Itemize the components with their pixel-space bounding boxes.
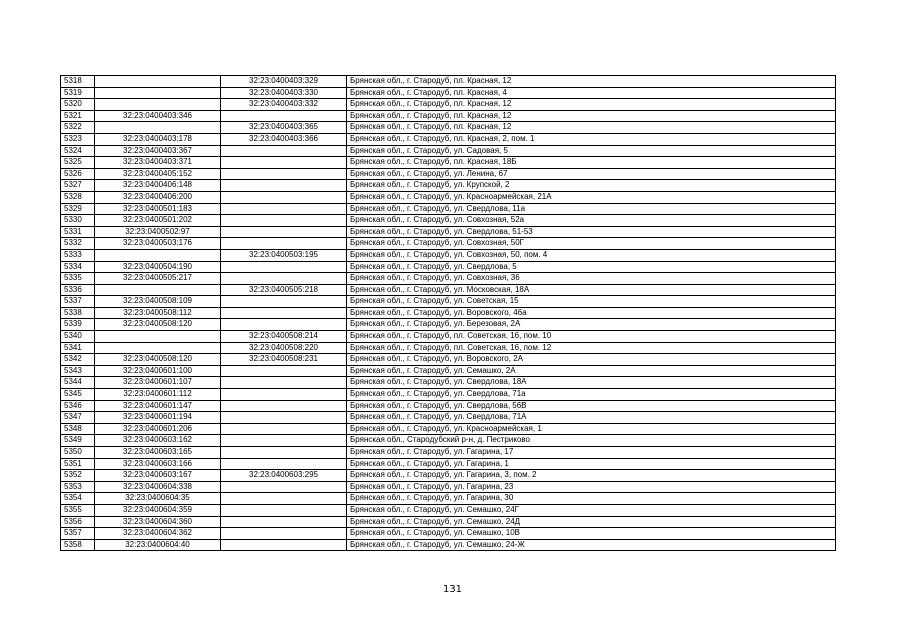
row-number-cell: 5355 [61, 504, 95, 516]
cadastral-number-cell: 32:23:0400503:176 [95, 238, 221, 250]
row-number-cell: 5357 [61, 528, 95, 540]
address-cell: Брянская обл., г. Стародуб, ул. Гагарина, 1 [347, 458, 836, 470]
row-number-cell: 5324 [61, 145, 95, 157]
row-number-cell: 5340 [61, 331, 95, 343]
address-cell: Брянская обл., г. Стародуб, ул. Красноармейская, 1 [347, 423, 836, 435]
row-number-cell: 5332 [61, 238, 95, 250]
row-number-cell: 5348 [61, 423, 95, 435]
address-cell: Брянская обл., г. Стародуб, ул. Семашко, 24Д [347, 516, 836, 528]
row-number-cell: 5323 [61, 133, 95, 145]
cadastral-number-2-cell [221, 377, 347, 389]
address-cell: Брянская обл., г. Стародуб, ул. Свердлова, 11а [347, 203, 836, 215]
cadastral-number-cell [95, 122, 221, 134]
cadastral-number-cell: 32:23:0400403:346 [95, 110, 221, 122]
row-number-cell: 5344 [61, 377, 95, 389]
row-number-cell: 5339 [61, 319, 95, 331]
row-number-cell: 5325 [61, 157, 95, 169]
cadastral-number-2-cell [221, 238, 347, 250]
row-number-cell: 5321 [61, 110, 95, 122]
address-cell: Брянская обл., г. Стародуб, ул. Совхозная, 36 [347, 273, 836, 285]
table-row [61, 122, 836, 134]
table-row [61, 365, 836, 377]
address-cell: Брянская обл., г. Стародуб, ул. Совхозная, 50Г [347, 238, 836, 250]
cadastral-number-cell: 32:23:0400406:200 [95, 191, 221, 203]
cadastral-number-2-cell [221, 180, 347, 192]
cadastral-number-2-cell [221, 145, 347, 157]
row-number-cell: 5333 [61, 249, 95, 261]
cadastral-number-cell: 32:23:0400505:217 [95, 273, 221, 285]
cadastral-number-cell: 32:23:0400604:35 [95, 493, 221, 505]
cadastral-number-cell: 32:23:0400603:166 [95, 458, 221, 470]
cadastral-number-2-cell: 32:23:0400403:366 [221, 133, 347, 145]
cadastral-number-cell: 32:23:0400601:194 [95, 412, 221, 424]
cadastral-number-cell: 32:23:0400604:360 [95, 516, 221, 528]
cadastral-number-cell: 32:23:0400508:109 [95, 296, 221, 308]
address-cell: Брянская обл., г. Стародуб, ул. Воровского, 2А [347, 354, 836, 366]
table-row [61, 261, 836, 273]
address-cell: Брянская обл., г. Стародуб, ул. Семашко, 24-Ж [347, 539, 836, 551]
table-row [61, 354, 836, 366]
cadastral-number-cell: 32:23:0400601:112 [95, 389, 221, 401]
address-cell: Брянская обл., г. Стародуб, ул. Совхозная, 52а [347, 215, 836, 227]
cadastral-number-2-cell [221, 319, 347, 331]
cadastral-number-2-cell: 32:23:0400603:295 [221, 470, 347, 482]
table-row [61, 516, 836, 528]
cadastral-number-cell [95, 331, 221, 343]
cadastral-number-cell: 32:23:0400406:148 [95, 180, 221, 192]
table-row [61, 493, 836, 505]
cadastral-number-2-cell [221, 203, 347, 215]
address-cell: Брянская обл., г. Стародуб, ул. Семашко, 10В [347, 528, 836, 540]
row-number-cell: 5318 [61, 76, 95, 88]
cadastral-number-cell: 32:23:0400502:97 [95, 226, 221, 238]
table-row [61, 249, 836, 261]
address-cell: Брянская обл., г. Стародуб, ул. Красноармейская, 21А [347, 191, 836, 203]
cadastral-number-2-cell [221, 110, 347, 122]
row-number-cell: 5341 [61, 342, 95, 354]
address-cell: Брянская обл., г. Стародуб, ул. Семашко, 2А [347, 365, 836, 377]
table-row [61, 133, 836, 145]
address-cell: Брянская обл., г. Стародуб, пл. Красная, 12 [347, 76, 836, 88]
table-row [61, 377, 836, 389]
address-cell: Брянская обл., г. Стародуб, ул. Семашко, 24Г [347, 504, 836, 516]
address-cell: Брянская обл., Стародубский р-н, д. Пестриково [347, 435, 836, 447]
row-number-cell: 5320 [61, 99, 95, 111]
table-row [61, 435, 836, 447]
cadastral-number-2-cell: 32:23:0400403:330 [221, 87, 347, 99]
row-number-cell: 5330 [61, 215, 95, 227]
cadastral-number-2-cell [221, 539, 347, 551]
address-cell: Брянская обл., г. Стародуб, пл. Красная, 18Б [347, 157, 836, 169]
cadastral-number-cell: 32:23:0400601:206 [95, 423, 221, 435]
cadastral-number-2-cell [221, 400, 347, 412]
cadastral-number-2-cell: 32:23:0400505:218 [221, 284, 347, 296]
row-number-cell: 5331 [61, 226, 95, 238]
cadastral-number-2-cell [221, 493, 347, 505]
cadastral-number-2-cell [221, 157, 347, 169]
table-row [61, 87, 836, 99]
table-row [61, 76, 836, 88]
cadastral-number-2-cell: 32:23:0400508:231 [221, 354, 347, 366]
table-row [61, 157, 836, 169]
cadastral-number-2-cell: 32:23:0400508:220 [221, 342, 347, 354]
cadastral-number-2-cell [221, 226, 347, 238]
table-row [61, 423, 836, 435]
address-cell: Брянская обл., г. Стародуб, ул. Гагарина, 30 [347, 493, 836, 505]
address-cell: Брянская обл., г. Стародуб, пл. Красная, 12 [347, 122, 836, 134]
cadastral-number-cell: 32:23:0400601:100 [95, 365, 221, 377]
row-number-cell: 5358 [61, 539, 95, 551]
table-row [61, 191, 836, 203]
table-row [61, 331, 836, 343]
cadastral-number-2-cell [221, 168, 347, 180]
cadastral-number-cell: 32:23:0400403:371 [95, 157, 221, 169]
cadastral-table [60, 75, 836, 551]
row-number-cell: 5353 [61, 481, 95, 493]
table-row [61, 99, 836, 111]
address-cell: Брянская обл., г. Стародуб, ул. Свердлова, 5 [347, 261, 836, 273]
address-cell: Брянская обл., г. Стародуб, пл. Советская, 16, пом. 12 [347, 342, 836, 354]
cadastral-number-cell: 32:23:0400508:112 [95, 307, 221, 319]
cadastral-number-cell: 32:23:0400601:107 [95, 377, 221, 389]
table-row [61, 458, 836, 470]
page-number: 131 [442, 584, 463, 595]
row-number-cell: 5343 [61, 365, 95, 377]
row-number-cell: 5336 [61, 284, 95, 296]
cadastral-number-cell: 32:23:0400403:367 [95, 145, 221, 157]
table-body [61, 76, 836, 551]
cadastral-number-cell: 32:23:0400601:147 [95, 400, 221, 412]
cadastral-number-2-cell [221, 307, 347, 319]
cadastral-number-2-cell [221, 504, 347, 516]
row-number-cell: 5352 [61, 470, 95, 482]
address-cell: Брянская обл., г. Стародуб, пл. Красная, 12 [347, 110, 836, 122]
cadastral-number-cell [95, 249, 221, 261]
table-row [61, 470, 836, 482]
row-number-cell: 5342 [61, 354, 95, 366]
row-number-cell: 5329 [61, 203, 95, 215]
row-number-cell: 5356 [61, 516, 95, 528]
address-cell: Брянская обл., г. Стародуб, ул. Гагарина, 17 [347, 447, 836, 459]
cadastral-number-2-cell: 32:23:0400403:329 [221, 76, 347, 88]
table-row [61, 180, 836, 192]
cadastral-number-2-cell [221, 423, 347, 435]
table-row [61, 284, 836, 296]
cadastral-number-2-cell [221, 516, 347, 528]
address-cell: Брянская обл., г. Стародуб, ул. Московская, 18А [347, 284, 836, 296]
cadastral-number-cell [95, 284, 221, 296]
cadastral-number-cell [95, 342, 221, 354]
row-number-cell: 5327 [61, 180, 95, 192]
cadastral-number-2-cell [221, 215, 347, 227]
address-cell: Брянская обл., г. Стародуб, ул. Садовая, 5 [347, 145, 836, 157]
cadastral-number-cell: 32:23:0400403:178 [95, 133, 221, 145]
row-number-cell: 5337 [61, 296, 95, 308]
cadastral-number-2-cell: 32:23:0400503:195 [221, 249, 347, 261]
table-row [61, 110, 836, 122]
cadastral-number-cell [95, 87, 221, 99]
address-cell: Брянская обл., г. Стародуб, ул. Свердлова, 18А [347, 377, 836, 389]
cadastral-number-2-cell [221, 365, 347, 377]
row-number-cell: 5319 [61, 87, 95, 99]
table-row [61, 528, 836, 540]
cadastral-number-cell: 32:23:0400604:362 [95, 528, 221, 540]
row-number-cell: 5334 [61, 261, 95, 273]
cadastral-number-cell: 32:23:0400508:120 [95, 319, 221, 331]
cadastral-number-2-cell: 32:23:0400508:214 [221, 331, 347, 343]
cadastral-number-cell: 32:23:0400604:359 [95, 504, 221, 516]
address-cell: Брянская обл., г. Стародуб, ул. Свердлова, 71А [347, 412, 836, 424]
cadastral-number-cell: 32:23:0400405:152 [95, 168, 221, 180]
cadastral-number-2-cell [221, 435, 347, 447]
cadastral-number-cell [95, 99, 221, 111]
row-number-cell: 5347 [61, 412, 95, 424]
address-cell: Брянская обл., г. Стародуб, ул. Свердлова, 51-53 [347, 226, 836, 238]
table-row [61, 307, 836, 319]
table-row [61, 238, 836, 250]
cadastral-number-cell: 32:23:0400603:165 [95, 447, 221, 459]
cadastral-number-cell: 32:23:0400501:202 [95, 215, 221, 227]
cadastral-number-cell: 32:23:0400504:190 [95, 261, 221, 273]
table-row [61, 389, 836, 401]
cadastral-number-2-cell [221, 458, 347, 470]
cadastral-number-cell: 32:23:0400603:167 [95, 470, 221, 482]
cadastral-number-cell: 32:23:0400508:120 [95, 354, 221, 366]
cadastral-number-cell: 32:23:0400603:162 [95, 435, 221, 447]
cadastral-number-cell: 32:23:0400604:40 [95, 539, 221, 551]
table-row [61, 203, 836, 215]
cadastral-number-2-cell [221, 481, 347, 493]
table-row [61, 447, 836, 459]
cadastral-number-cell: 32:23:0400501:183 [95, 203, 221, 215]
address-cell: Брянская обл., г. Стародуб, ул. Крупской, 2 [347, 180, 836, 192]
address-cell: Брянская обл., г. Стародуб, пл. Красная, 2, пом. 1 [347, 133, 836, 145]
table-row [61, 215, 836, 227]
cadastral-number-2-cell [221, 261, 347, 273]
address-cell: Брянская обл., г. Стародуб, ул. Березовая, 2А [347, 319, 836, 331]
cadastral-number-2-cell [221, 273, 347, 285]
row-number-cell: 5338 [61, 307, 95, 319]
table-row [61, 296, 836, 308]
cadastral-number-cell: 32:23:0400604:338 [95, 481, 221, 493]
table-row [61, 273, 836, 285]
row-number-cell: 5346 [61, 400, 95, 412]
cadastral-number-cell [95, 76, 221, 88]
address-cell: Брянская обл., г. Стародуб, ул. Воровского, 46а [347, 307, 836, 319]
row-number-cell: 5322 [61, 122, 95, 134]
cadastral-number-2-cell: 32:23:0400403:332 [221, 99, 347, 111]
table-row [61, 481, 836, 493]
table-row [61, 145, 836, 157]
address-cell: Брянская обл., г. Стародуб, ул. Советская, 15 [347, 296, 836, 308]
table-row [61, 226, 836, 238]
row-number-cell: 5345 [61, 389, 95, 401]
address-cell: Брянская обл., г. Стародуб, пл. Советская, 16, пом. 10 [347, 331, 836, 343]
row-number-cell: 5328 [61, 191, 95, 203]
address-cell: Брянская обл., г. Стародуб, пл. Красная, 12 [347, 99, 836, 111]
row-number-cell: 5335 [61, 273, 95, 285]
row-number-cell: 5326 [61, 168, 95, 180]
address-cell: Брянская обл., г. Стародуб, ул. Гагарина, 3, пом. 2 [347, 470, 836, 482]
table-row [61, 504, 836, 516]
row-number-cell: 5349 [61, 435, 95, 447]
table-row [61, 342, 836, 354]
table-row [61, 539, 836, 551]
address-cell: Брянская обл., г. Стародуб, ул. Гагарина, 23 [347, 481, 836, 493]
address-cell: Брянская обл., г. Стародуб, пл. Красная, 4 [347, 87, 836, 99]
row-number-cell: 5351 [61, 458, 95, 470]
table-row [61, 168, 836, 180]
cadastral-number-2-cell [221, 296, 347, 308]
table-row [61, 319, 836, 331]
cadastral-number-2-cell [221, 191, 347, 203]
document-page [60, 75, 836, 551]
cadastral-number-2-cell [221, 528, 347, 540]
address-cell: Брянская обл., г. Стародуб, ул. Совхозная, 50, пом. 4 [347, 249, 836, 261]
address-cell: Брянская обл., г. Стародуб, ул. Свердлова, 56В [347, 400, 836, 412]
address-cell: Брянская обл., г. Стародуб, ул. Свердлова, 71а [347, 389, 836, 401]
row-number-cell: 5350 [61, 447, 95, 459]
table-row [61, 412, 836, 424]
cadastral-number-2-cell [221, 389, 347, 401]
table-row [61, 400, 836, 412]
cadastral-number-2-cell: 32:23:0400403:365 [221, 122, 347, 134]
row-number-cell: 5354 [61, 493, 95, 505]
cadastral-number-2-cell [221, 412, 347, 424]
address-cell: Брянская обл., г. Стародуб, ул. Ленина, 67 [347, 168, 836, 180]
cadastral-number-2-cell [221, 447, 347, 459]
